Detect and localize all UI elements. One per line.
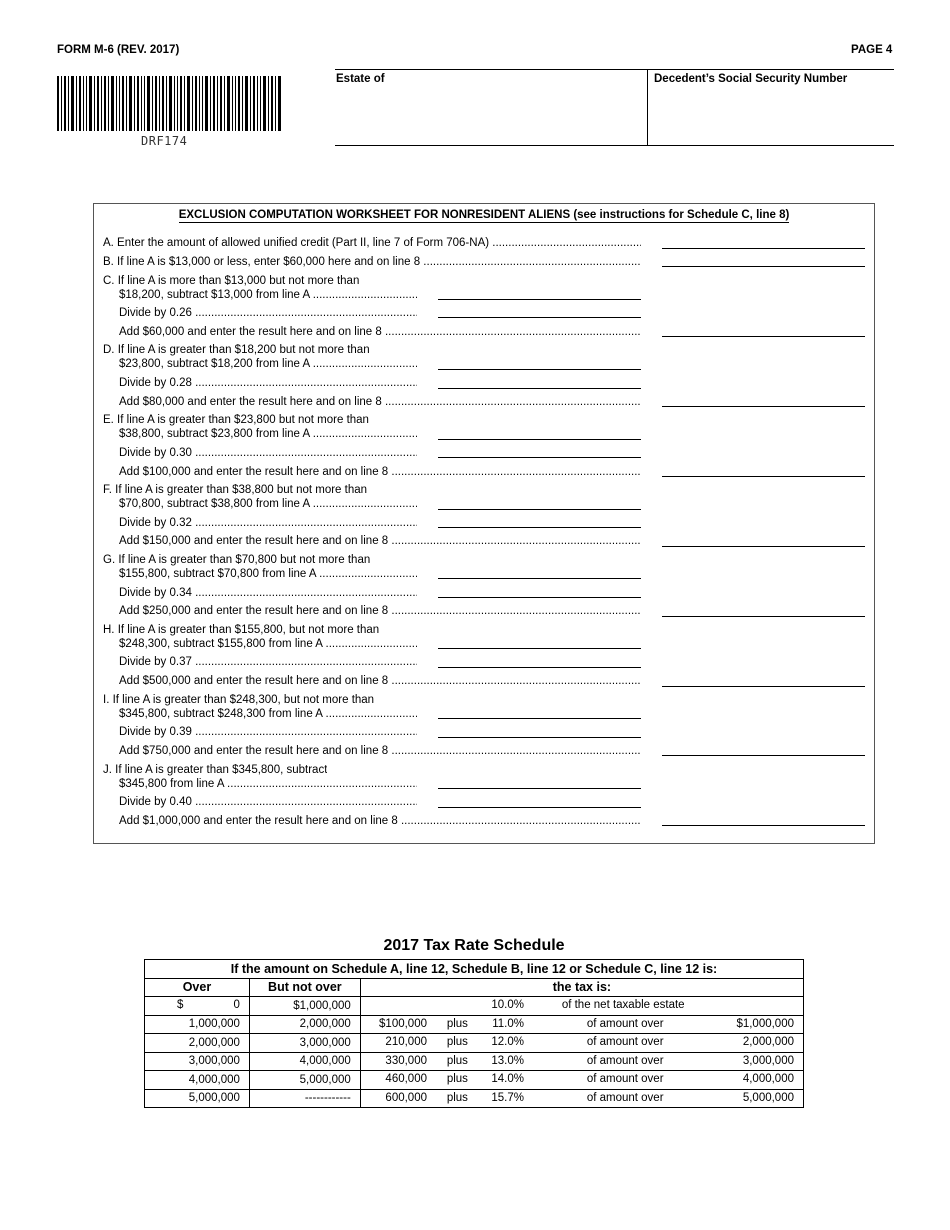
table-row <box>145 1089 804 1108</box>
header-divider <box>647 69 648 145</box>
tax-rate: 12.0% <box>491 1036 524 1048</box>
line-e-subtract-text: $38,800, subtract $23,800 from line A ..... <box>119 428 417 440</box>
tax-rate: 10.0% <box>491 999 524 1011</box>
line-e-subtract-entry[interactable] <box>438 439 641 440</box>
cell-not-over: ------------ <box>249 1089 360 1108</box>
cell-over <box>145 997 250 1016</box>
line-d-subtract-text: $23,800, subtract $18,200 from line A ..... <box>119 358 417 370</box>
line-c-divide-label <box>119 306 417 320</box>
line-h-divide-text: Divide by 0.37 ..... <box>119 656 417 668</box>
line-d-label: D. If line A is greater than $18,200 but not more than <box>103 344 370 356</box>
line-f-divide-entry[interactable] <box>438 527 641 528</box>
line-e-divide-text: Divide by 0.30 ..... <box>119 447 417 459</box>
line-d-add-entry[interactable] <box>662 406 865 407</box>
line-j-subtract-label <box>119 777 417 791</box>
line-c-subtract-text: $18,200, subtract $13,000 from line A ..... <box>119 289 417 301</box>
tax-base: $100,000 <box>379 1017 427 1030</box>
line-g-subtract-text: $155,800, subtract $70,800 from line A ..... <box>119 568 417 580</box>
barcode-code: DRF174 <box>141 134 188 148</box>
cell-tax <box>360 1052 803 1071</box>
line-a-text: A. Enter the amount of allowed unified credit (Part II, line 7 of Form 706-NA) ..... <box>103 237 641 249</box>
line-b-entry[interactable] <box>662 266 865 267</box>
over-value: 0 <box>233 999 240 1011</box>
table-condition-header: If the amount on Schedule A, line 12, Schedule B, line 12 or Schedule C, line 12 is: <box>145 960 804 979</box>
col-header-not-over: But not over <box>249 978 360 997</box>
line-d-subtract-entry[interactable] <box>438 369 641 370</box>
line-d-divide-entry[interactable] <box>438 388 641 389</box>
tax-plus: plus <box>446 1091 468 1104</box>
line-h-divide-label <box>119 655 417 669</box>
cell-over: 2,000,000 <box>145 1034 250 1053</box>
tax-text: of amount over <box>586 1073 664 1085</box>
line-j-add-text: Add $1,000,000 and enter the result here and on line 8 ..... <box>119 815 641 827</box>
tax-plus: plus <box>446 1017 468 1030</box>
line-h-divide-entry[interactable] <box>438 667 641 668</box>
cell-not-over: 5,000,000 <box>249 1071 360 1090</box>
line-e-divide-entry[interactable] <box>438 457 641 458</box>
line-j-subtract-entry[interactable] <box>438 788 641 789</box>
line-d-divide-text: Divide by 0.28 ..... <box>119 377 417 389</box>
line-f-subtract-text: $70,800, subtract $38,800 from line A ..... <box>119 498 417 510</box>
estate-of-label: Estate of <box>336 73 385 85</box>
tax-base: 210,000 <box>385 1036 427 1048</box>
line-a-label <box>103 236 641 250</box>
worksheet-title-text: EXCLUSION COMPUTATION WORKSHEET FOR NONRESIDENT ALIENS (see instructions for Schedule C, line 8) <box>178 209 790 221</box>
line-e-label: E. If line A is greater than $23,800 but not more than <box>103 414 369 426</box>
cell-over: 5,000,000 <box>145 1089 250 1108</box>
cell-tax <box>360 997 803 1016</box>
tax-base: 330,000 <box>385 1054 427 1067</box>
cell-not-over: 3,000,000 <box>249 1034 360 1053</box>
tax-plus: plus <box>446 1036 468 1048</box>
line-h-subtract-entry[interactable] <box>438 648 641 649</box>
tax-text: of the net taxable estate <box>561 999 685 1011</box>
table-row <box>145 1034 804 1053</box>
line-d-divide-label <box>119 376 417 390</box>
line-j-subtract-text: $345,800 from line A ..... <box>119 778 417 790</box>
cell-over: 4,000,000 <box>145 1071 250 1090</box>
tax-plus: plus <box>446 1054 468 1067</box>
line-i-add-entry[interactable] <box>662 755 865 756</box>
line-c-subtract-label <box>119 288 417 302</box>
line-c-add-text: Add $60,000 and enter the result here and on line 8 ..... <box>119 326 641 338</box>
cell-tax <box>360 1089 803 1108</box>
line-h-add-entry[interactable] <box>662 686 865 687</box>
line-j-divide-label <box>119 795 417 809</box>
cell-tax <box>360 1071 803 1090</box>
tax-amount-over: 3,000,000 <box>742 1054 794 1067</box>
tax-base: 460,000 <box>385 1073 427 1085</box>
line-g-add-label <box>119 604 641 618</box>
line-f-label: F. If line A is greater than $38,800 but not more than <box>103 484 368 496</box>
line-i-divide-entry[interactable] <box>438 737 641 738</box>
line-g-divide-entry[interactable] <box>438 597 641 598</box>
line-h-add-text: Add $500,000 and enter the result here and on line 8 ..... <box>119 675 641 687</box>
line-f-divide-label <box>119 516 417 530</box>
line-d-add-text: Add $80,000 and enter the result here and on line 8 ..... <box>119 396 641 408</box>
line-h-subtract-label <box>119 637 417 651</box>
barcode-image <box>57 76 281 131</box>
cell-tax <box>360 1015 803 1034</box>
form-id: FORM M-6 (REV. 2017) <box>57 44 180 56</box>
line-c-add-label <box>119 325 641 339</box>
tax-text: of amount over <box>586 1091 664 1104</box>
line-g-divide-text: Divide by 0.34 ..... <box>119 587 417 599</box>
tax-rate-table <box>144 959 804 1108</box>
cell-over: 1,000,000 <box>145 1015 250 1034</box>
dollar-sign: $ <box>177 999 184 1011</box>
line-f-add-text: Add $150,000 and enter the result here and on line 8 ..... <box>119 535 641 547</box>
line-f-add-label <box>119 534 641 548</box>
cell-not-over: $1,000,000 <box>249 997 360 1016</box>
line-i-add-label <box>119 744 641 758</box>
tax-rate: 14.0% <box>491 1073 524 1085</box>
tax-rate: 15.7% <box>491 1091 524 1104</box>
line-i-subtract-entry[interactable] <box>438 718 641 719</box>
line-f-subtract-label <box>119 497 417 511</box>
line-i-subtract-label <box>119 707 417 721</box>
page-number: PAGE 4 <box>851 44 893 56</box>
cell-not-over: 4,000,000 <box>249 1052 360 1071</box>
line-d-subtract-label <box>119 357 417 371</box>
table-row <box>145 997 804 1016</box>
col-header-tax: the tax is: <box>360 978 803 997</box>
line-i-subtract-text: $345,800, subtract $248,300 from line A ..... <box>119 708 417 720</box>
cell-not-over: 2,000,000 <box>249 1015 360 1034</box>
line-j-divide-entry[interactable] <box>438 807 641 808</box>
line-j-add-entry[interactable] <box>662 825 865 826</box>
tax-amount-over: 2,000,000 <box>742 1036 794 1048</box>
line-c-add-entry[interactable] <box>662 336 865 337</box>
tax-amount-over: 4,000,000 <box>742 1073 794 1085</box>
tax-amount-over: 5,000,000 <box>742 1091 794 1104</box>
col-header-over: Over <box>145 978 250 997</box>
table-row <box>145 1015 804 1034</box>
line-g-subtract-entry[interactable] <box>438 578 641 579</box>
cell-over: 3,000,000 <box>145 1052 250 1071</box>
line-b-label <box>103 255 641 269</box>
line-g-add-entry[interactable] <box>662 616 865 617</box>
table-row <box>145 1052 804 1071</box>
line-h-subtract-text: $248,300, subtract $155,800 from line A ..... <box>119 638 417 650</box>
cell-tax <box>360 1034 803 1053</box>
line-i-label: I. If line A is greater than $248,300, but not more than <box>103 694 375 706</box>
line-f-divide-text: Divide by 0.32 ..... <box>119 517 417 529</box>
line-e-add-text: Add $100,000 and enter the result here and on line 8 ..... <box>119 466 641 478</box>
line-a-entry[interactable] <box>662 248 865 249</box>
tax-base: 600,000 <box>385 1091 427 1104</box>
line-c-label: C. If line A is more than $13,000 but not more than <box>103 275 360 287</box>
line-e-divide-label <box>119 446 417 460</box>
line-j-label: J. If line A is greater than $345,800, subtract <box>103 764 328 776</box>
line-j-divide-text: Divide by 0.40 ..... <box>119 796 417 808</box>
tax-rate: 11.0% <box>492 1017 524 1030</box>
tax-amount-over: $1,000,000 <box>736 1017 794 1030</box>
line-i-divide-text: Divide by 0.39 ..... <box>119 726 417 738</box>
tax-rate: 13.0% <box>491 1054 524 1067</box>
tax-text: of amount over <box>586 1017 664 1030</box>
line-i-add-text: Add $750,000 and enter the result here and on line 8 ..... <box>119 745 641 757</box>
line-c-divide-text: Divide by 0.26 ..... <box>119 307 417 319</box>
line-b-text: B. If line A is $13,000 or less, enter $60,000 here and on line 8 ..... <box>103 256 641 268</box>
tax-plus: plus <box>446 1073 468 1085</box>
line-g-add-text: Add $250,000 and enter the result here and on line 8 ..... <box>119 605 641 617</box>
line-c-subtract-entry[interactable] <box>438 299 641 300</box>
table-row <box>145 1071 804 1090</box>
line-e-add-entry[interactable] <box>662 476 865 477</box>
tax-text: of amount over <box>586 1036 664 1048</box>
line-c-divide-entry[interactable] <box>438 317 641 318</box>
line-i-divide-label <box>119 725 417 739</box>
line-g-subtract-label <box>119 567 417 581</box>
line-e-add-label <box>119 465 641 479</box>
line-e-subtract-label <box>119 427 417 441</box>
line-g-label: G. If line A is greater than $70,800 but not more than <box>103 554 371 566</box>
line-f-subtract-entry[interactable] <box>438 509 641 510</box>
tax-text: of amount over <box>586 1054 664 1067</box>
line-g-divide-label <box>119 586 417 600</box>
line-d-add-label <box>119 395 641 409</box>
line-h-label: H. If line A is greater than $155,800, but not more than <box>103 624 380 636</box>
decedent-ssn-label: Decedent’s Social Security Number <box>654 73 848 85</box>
line-f-add-entry[interactable] <box>662 546 865 547</box>
line-j-add-label <box>119 814 641 828</box>
tax-rate-schedule-title: 2017 Tax Rate Schedule <box>383 937 565 954</box>
line-h-add-label <box>119 674 641 688</box>
worksheet-title <box>100 209 868 221</box>
